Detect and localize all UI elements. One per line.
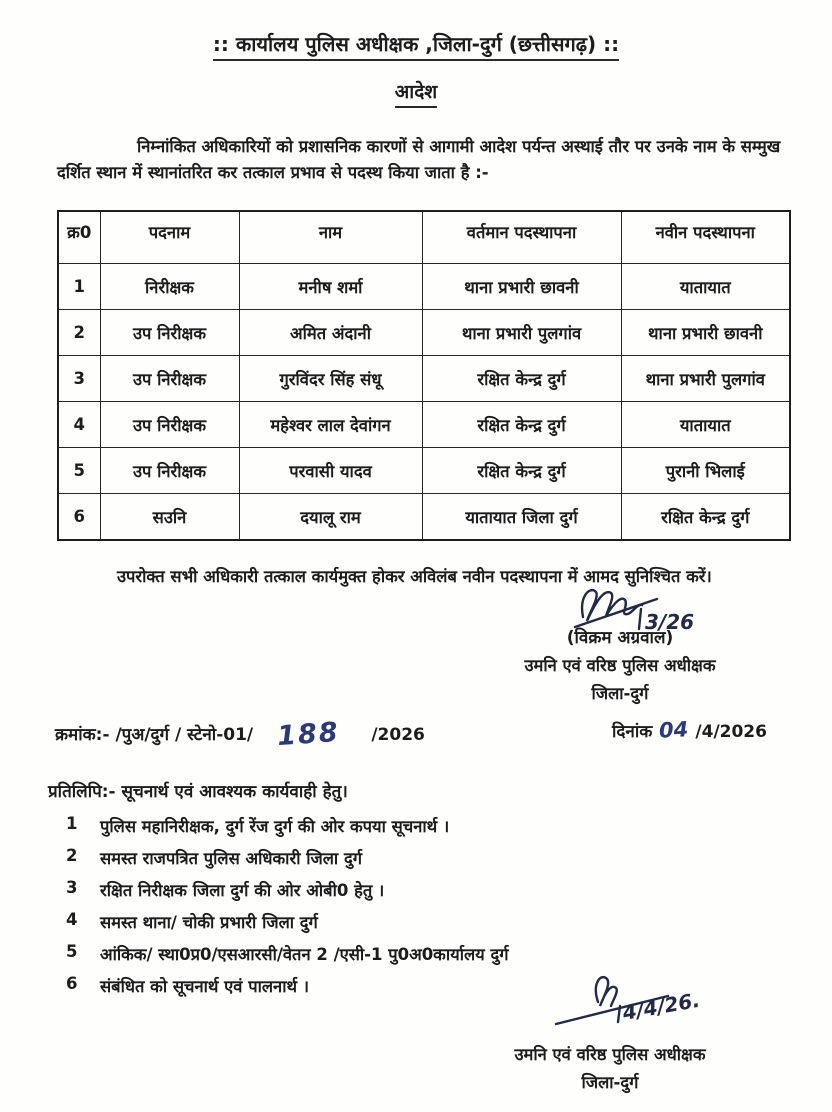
intro-paragraph: निम्नांकित अधिकारियों को प्रशासनिक कारणों से आगामी आदेश पर्यन्त अस्थाई तौर पर उनके नाम के सम्मुख दर्शित स्थान में स्थानांतरित कर तत्काल प्रभाव से पदस्थ किया जाता है :- xyxy=(57,137,781,183)
table-row xyxy=(58,402,790,448)
cell-current: रक्षित केन्द्र दुर्ग xyxy=(422,448,621,494)
list-item-number: 4 xyxy=(66,910,78,929)
date-label: दिनांक xyxy=(612,722,653,742)
signatory-district: जिला-दुर्ग xyxy=(591,684,649,703)
header-post: पदनाम xyxy=(100,211,239,264)
header-name: नाम xyxy=(239,211,422,264)
list-item-text: रक्षित निरीक्षक जिला दुर्ग की ओर ओबी0 हेतु । xyxy=(100,881,385,900)
cell-current: थाना प्रभारी छावनी xyxy=(422,264,621,310)
date-suffix: /4/2026 xyxy=(695,722,767,742)
cell-name: मनीष शर्मा xyxy=(239,264,422,310)
signatory-designation: उमनि एवं वरिष्ठ पुलिस अधीक्षक xyxy=(524,656,716,675)
table-row xyxy=(58,448,790,494)
list-item-text: संबंधित को सूचनार्थ एवं पालनार्थ । xyxy=(100,977,310,996)
cell-post: उप निरीक्षक xyxy=(100,356,239,402)
table-row xyxy=(58,310,790,356)
handwritten-order-number: 188 xyxy=(276,716,341,753)
list-item xyxy=(66,910,509,933)
cell-current: रक्षित केन्द्र दुर्ग xyxy=(422,402,621,448)
signatory-name: (विक्रम अग्रवाल) xyxy=(566,628,674,648)
document-subtitle xyxy=(0,78,832,104)
table-row xyxy=(58,264,790,310)
table-header-row xyxy=(58,211,790,264)
list-item-number: 5 xyxy=(66,942,78,961)
cell-post: निरीक्षक xyxy=(100,264,239,310)
signature-block-bottom xyxy=(455,972,765,1093)
transfer-table xyxy=(57,210,791,541)
reference-label: क्रमांक:- xyxy=(55,725,110,745)
list-item xyxy=(66,942,509,965)
cell-current: यातायात जिला दुर्ग xyxy=(422,494,621,541)
signatory-district: जिला-दुर्ग xyxy=(581,1073,639,1092)
cell-serial: 3 xyxy=(58,356,100,402)
cell-new: यातायात xyxy=(621,402,790,448)
document-title xyxy=(0,0,832,57)
reference-suffix: /2026 xyxy=(371,725,425,745)
reference-number xyxy=(55,716,425,753)
table-row xyxy=(58,356,790,402)
document-subtitle-text: आदेश xyxy=(395,81,437,108)
list-item-number: 1 xyxy=(66,814,78,833)
cell-current: रक्षित केन्द्र दुर्ग xyxy=(422,356,621,402)
signature-handwritten-date: 4/4/26. xyxy=(620,987,702,1025)
copy-recipient-list xyxy=(66,814,509,997)
list-item-number: 6 xyxy=(66,974,78,993)
cell-new: थाना प्रभारी पुलगांव xyxy=(621,356,790,402)
handwritten-date-day: 04 xyxy=(658,717,690,743)
list-item xyxy=(66,974,509,997)
cell-serial: 1 xyxy=(58,264,100,310)
reference-prefix: /पुअ/दुर्ग / स्टेनो-01/ xyxy=(115,725,254,745)
header-current-posting: वर्तमान पदस्थापना xyxy=(422,211,621,264)
signature-block-top xyxy=(465,583,775,704)
table-row xyxy=(58,494,790,541)
signature-scribble-icon xyxy=(500,972,720,1034)
cell-new: पुरानी भिलाई xyxy=(621,448,790,494)
cell-post: सउनि xyxy=(100,494,239,541)
list-item-number: 3 xyxy=(66,878,78,897)
cell-new: रक्षित केन्द्र दुर्ग xyxy=(621,494,790,541)
list-item xyxy=(66,846,509,869)
header-new-posting: नवीन पदस्थापना xyxy=(621,211,790,264)
reference-date xyxy=(612,718,767,742)
list-item-text: आंकिक/ स्था0प्र0/एसआरसी/वेतन 2 /एसी-1 पु0अ0कार्यालय दुर्ग xyxy=(100,945,509,964)
closing-instruction: उपरोक्त सभी अधिकारी तत्काल कार्यमुक्त होकर अविलंब नवीन पदस्थापना में आमद सुनिश्चित करें। xyxy=(117,566,712,586)
list-item-number: 2 xyxy=(66,846,78,865)
cell-serial: 4 xyxy=(58,402,100,448)
cell-name: अमित अंदानी xyxy=(239,310,422,356)
cell-new: थाना प्रभारी छावनी xyxy=(621,310,790,356)
cell-serial: 6 xyxy=(58,494,100,541)
cell-name: परवासी यादव xyxy=(239,448,422,494)
signatory-designation: उमनि एवं वरिष्ठ पुलिस अधीक्षक xyxy=(514,1045,706,1064)
list-item-text: समस्त थाना/ चोकी प्रभारी जिला दुर्ग xyxy=(100,913,318,932)
document-title-text: :: कार्यालय पुलिस अधीक्षक ,जिला-दुर्ग (छत्तीसगढ़) :: xyxy=(213,32,619,61)
cell-post: उप निरीक्षक xyxy=(100,448,239,494)
copy-section-heading: प्रतिलिपि:- सूचनार्थ एवं आवश्यक कार्यवाही हेतु। xyxy=(48,782,348,802)
cell-post: उप निरीक्षक xyxy=(100,402,239,448)
list-item-text: समस्त राजपत्रित पुलिस अधिकारी जिला दुर्ग xyxy=(100,849,362,868)
cell-name: महेश्वर लाल देवांगन xyxy=(239,402,422,448)
cell-post: उप निरीक्षक xyxy=(100,310,239,356)
cell-new: यातायात xyxy=(621,264,790,310)
cell-serial: 5 xyxy=(58,448,100,494)
cell-serial: 2 xyxy=(58,310,100,356)
cell-current: थाना प्रभारी पुलगांव xyxy=(422,310,621,356)
list-item xyxy=(66,878,509,901)
header-serial: क्र0 xyxy=(58,211,100,264)
cell-name: गुरविंदर सिंह संधू xyxy=(239,356,422,402)
cell-name: दयालू राम xyxy=(239,494,422,541)
list-item xyxy=(66,814,509,837)
list-item-text: पुलिस महानिरीक्षक, दुर्ग रेंज दुर्ग की ओर कपया सूचनार्थ । xyxy=(100,817,450,836)
signature-handwritten-number: 3/26 xyxy=(645,610,695,634)
